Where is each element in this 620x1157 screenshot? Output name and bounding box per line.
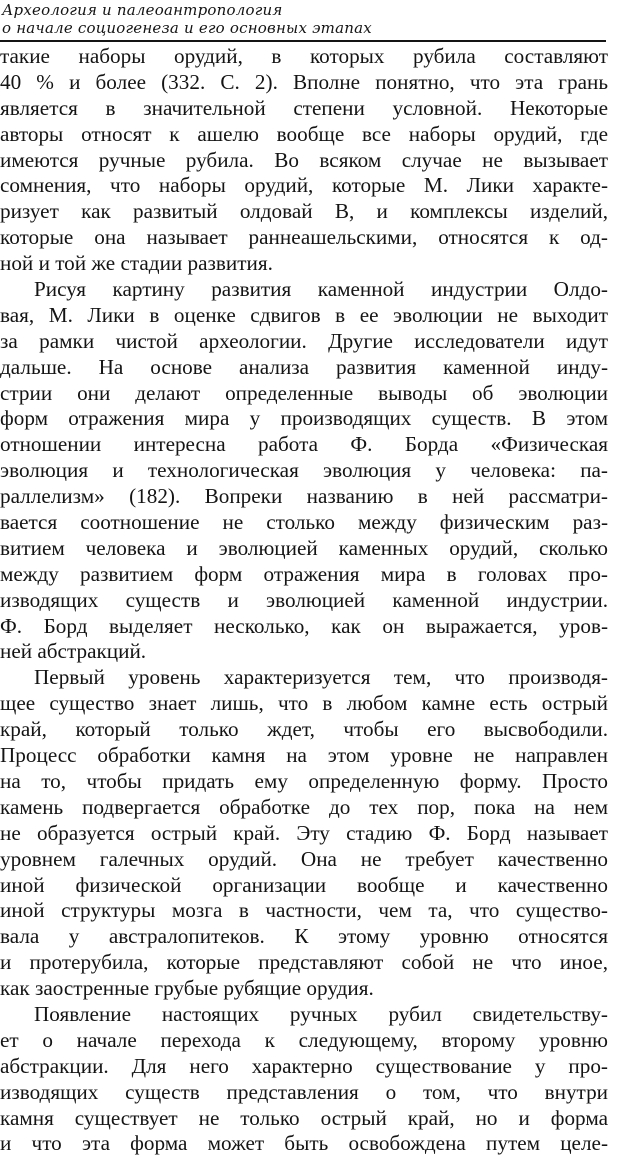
text-line: отношении интересна работа Ф. Борда «Физическая bbox=[0, 432, 608, 457]
running-header-line-1: Археология и палеоантропология bbox=[2, 1, 283, 19]
text-line: и протерубила, которые представляют собой не что иное, bbox=[0, 950, 608, 975]
text-line: стрии они делают определенные выводы об эволюции bbox=[0, 380, 608, 405]
text-line: ет о начале перехода к следующему, второму уровню bbox=[0, 1027, 608, 1052]
text-line: иной структуры мозга в частности, чем та, что существо- bbox=[0, 898, 608, 923]
text-line: такие наборы орудий, в которых рубила составляют bbox=[0, 44, 608, 68]
text-line: Рисуя картину развития каменной индустрии Олдо- bbox=[34, 277, 608, 302]
header-rule bbox=[0, 40, 606, 42]
text-line: изводящих существ представления о том, что внутри bbox=[0, 1079, 608, 1104]
text-line: как заостренные грубые рубящие орудия. bbox=[0, 976, 374, 1001]
text-line: камень подвергается обработке до тех пор, пока на нем bbox=[0, 794, 608, 819]
text-line: эволюция и технологическая эволюция у человека: па- bbox=[0, 458, 608, 483]
text-line: Ф. Борд выделяет несколько, как он выражается, уров- bbox=[0, 613, 608, 638]
paragraph bbox=[0, 1002, 608, 1157]
text-line: на то, чтобы придать ему определенную форму. Просто bbox=[0, 768, 608, 793]
text-line: которые она называет раннеашельскими, относятся к од- bbox=[0, 225, 608, 250]
text-line: край, который только ждет, чтобы его высвободили. bbox=[0, 717, 608, 742]
text-line: камня существует не только острый край, но и форма bbox=[0, 1105, 608, 1130]
text-line: витием человека и эволюцией каменных орудий, сколько bbox=[0, 535, 608, 560]
text-line: ней абстракций. bbox=[0, 639, 147, 664]
paragraph bbox=[0, 277, 608, 665]
text-line: Появление настоящих ручных рубил свидетельству- bbox=[34, 1001, 608, 1026]
text-line: изводящих существ и эволюцией каменной индустрии. bbox=[0, 587, 608, 612]
text-line: и что эта форма может быть освобождена путем целе- bbox=[0, 1131, 608, 1156]
text-line: между развитием форм отражения мира в головах про- bbox=[0, 561, 608, 586]
text-line: за рамки чистой археологии. Другие исследователи идут bbox=[0, 328, 608, 353]
running-header-line-2: о начале социогенеза и его основных этапах bbox=[2, 19, 372, 37]
text-line: уровнем галечных орудий. Она не требует качественно bbox=[0, 846, 608, 871]
text-line: 40 % и более (332. С. 2). Вполне понятно, что эта грань bbox=[0, 69, 608, 94]
running-header bbox=[2, 1, 602, 37]
text-line: Первый уровень характеризуется тем, что производя- bbox=[34, 665, 608, 690]
text-line: имеются ручные рубила. Во всяком случае не вызывает bbox=[0, 147, 608, 172]
text-line: сомнения, что наборы орудий, которые М. Лики характе- bbox=[0, 173, 608, 198]
text-line: дальше. На основе анализа развития каменной инду- bbox=[0, 354, 608, 379]
text-line: форм отражения мира у производящих существ. В этом bbox=[0, 406, 608, 431]
text-line: иной физической организации вообще и качественно bbox=[0, 872, 608, 897]
text-line: вая, М. Лики в оценке сдвигов в ее эволюции не выходит bbox=[0, 302, 608, 327]
paragraph bbox=[0, 44, 608, 277]
text-line: является в значительной степени условной. Некоторые bbox=[0, 95, 608, 120]
text-line: раллелизм» (182). Вопреки названию в ней рассматри- bbox=[0, 484, 608, 509]
text-line: ризует как развитый олдовай В, и комплексы изделий, bbox=[0, 199, 608, 224]
text-line: вается соотношение не столько между физическим раз- bbox=[0, 510, 608, 535]
text-line: ной и той же стадии развития. bbox=[0, 251, 273, 276]
text-line: абстракции. Для него характерно существование у про- bbox=[0, 1053, 608, 1078]
text-line: щее существо знает лишь, что в любом камне есть острый bbox=[0, 691, 608, 716]
text-line: авторы относят к ашелю вообще все наборы орудий, где bbox=[0, 121, 608, 146]
body-text bbox=[0, 44, 608, 1157]
paragraph bbox=[0, 665, 608, 1002]
text-line: Процесс обработки камня на этом уровне не направлен bbox=[0, 743, 608, 768]
text-line: не образуется острый край. Эту стадию Ф. Борд называет bbox=[0, 820, 608, 845]
text-line: вала у австралопитеков. К этому уровню относятся bbox=[0, 924, 608, 949]
